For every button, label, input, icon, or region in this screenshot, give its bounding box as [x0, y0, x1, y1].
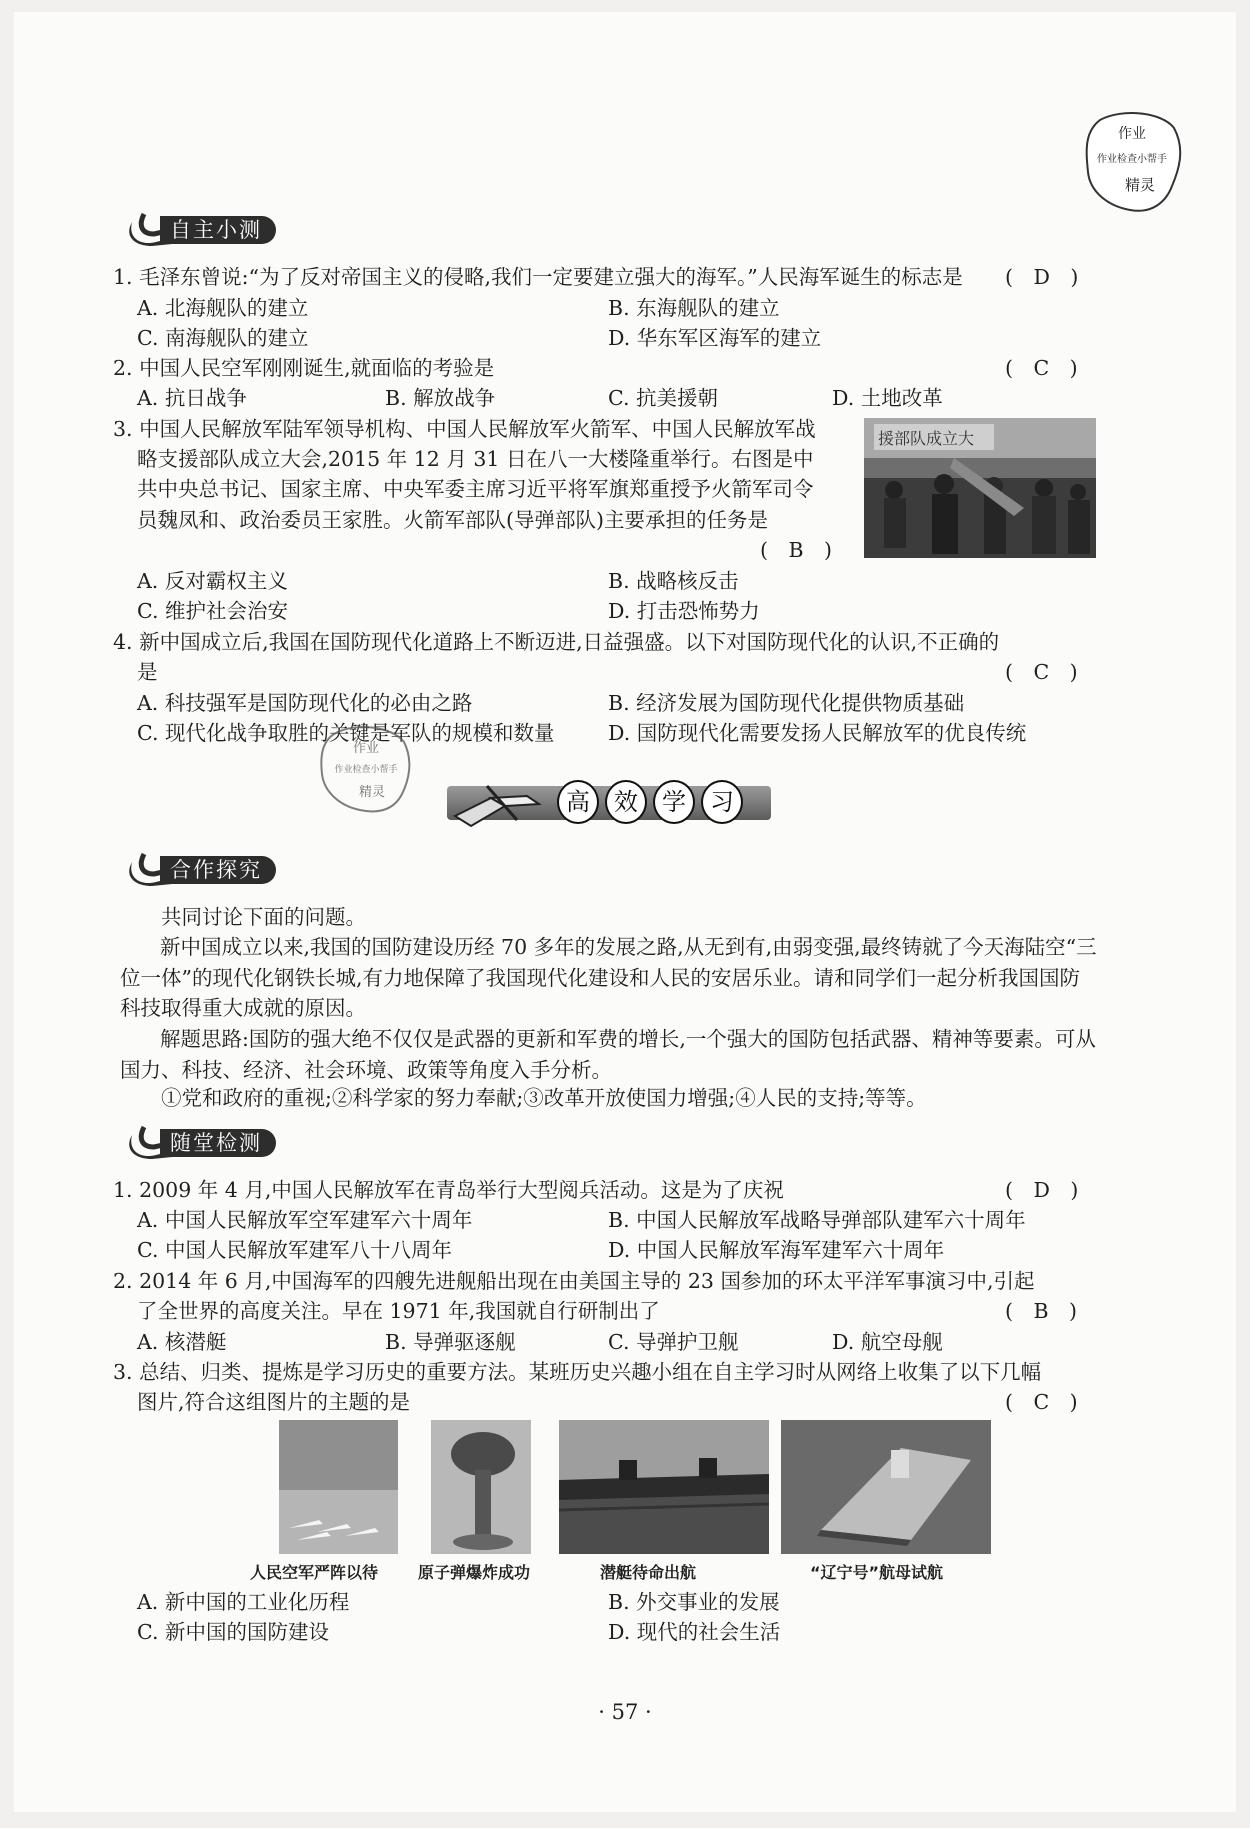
answer-mark: ( C )	[1005, 356, 1078, 380]
banner-char: 学	[653, 780, 695, 824]
question-stem: 1. 2009 年 4 月,中国人民解放军在青岛举行大型阅兵活动。这是为了庆祝	[113, 1178, 784, 1202]
option-a: A. 抗日战争	[137, 386, 247, 410]
section-banner	[447, 776, 771, 830]
question-stem: 员魏凤和、政治委员王家胜。火箭军部队(导弹部队)主要承担的任务是	[137, 508, 768, 532]
aircraft-carrier-photo	[781, 1420, 991, 1554]
atomic-bomb-photo	[431, 1420, 531, 1554]
option-d: D. 现代的社会生活	[608, 1620, 781, 1644]
option-c: C. 中国人民解放军建军八十八周年	[137, 1238, 452, 1262]
question-stem: 图片,符合这组图片的主题的是	[137, 1390, 411, 1414]
option-b: B. 东海舰队的建立	[608, 296, 780, 320]
stamp-top-text: 作业	[352, 741, 380, 756]
option-d: D. 打击恐怖势力	[608, 599, 760, 623]
question-stem: 2. 中国人民空军刚刚诞生,就面临的考验是	[113, 356, 495, 380]
stamp-middle-text: 作业检查小帮手	[334, 765, 398, 775]
question-stem: 1. 毛泽东曾说:“为了反对帝国主义的侵略,我们一定要建立强大的海军。”人民海军诞生的标志是	[113, 265, 963, 289]
photo-caption: 人民空军严阵以待	[250, 1563, 379, 1582]
stamp-middle-text: 作业检查小帮手	[1097, 154, 1167, 165]
book-icon	[447, 776, 547, 830]
option-b: B. 经济发展为国防现代化提供物质基础	[608, 691, 965, 715]
page-number: · 57 ·	[598, 1700, 652, 1724]
option-a: A. 科技强军是国防现代化的必由之路	[137, 691, 473, 715]
option-a: A. 反对霸权主义	[137, 569, 288, 593]
answer-mark: ( B )	[1005, 1299, 1078, 1323]
answer-mark: ( D )	[1005, 1178, 1079, 1202]
solution-paragraph: 解题思路:国防的强大绝不仅仅是武器的更新和军费的增长,一个强大的国防包括武器、精神等要素。可从国力、科技、经济、社会环境、政策等角度入手分析。	[120, 1027, 1096, 1082]
option-d: D. 华东军区海军的建立	[608, 326, 822, 350]
stamp-logo-small	[318, 722, 414, 814]
answer-mark: ( C )	[1005, 1390, 1078, 1414]
banner-char: 习	[701, 780, 743, 824]
section-title: 随堂检测	[160, 1129, 276, 1157]
discussion-intro: 共同讨论下面的问题。	[161, 905, 366, 929]
question-stem: 共中央总书记、国家主席、中央军委主席习近平将军旗郑重授予火箭军司令	[137, 477, 814, 501]
stamp-top-text: 作业	[1118, 126, 1146, 142]
photo-caption: 潜艇待命出航	[600, 1563, 697, 1582]
answer-points: ①党和政府的重视;②科学家的努力奉献;③改革开放使国力增强;④人民的支持;等等。	[161, 1086, 927, 1110]
option-d: D. 土地改革	[832, 386, 943, 410]
ceremony-photo	[864, 418, 1096, 558]
submarine-photo	[559, 1420, 769, 1554]
question-stem: 3. 总结、归类、提炼是学习历史的重要方法。某班历史兴趣小组在自主学习时从网络上收集了以下几幅	[113, 1360, 1042, 1384]
question-stem: 2. 2014 年 6 月,中国海军的四艘先进舰船出现在由美国主导的 23 国参加的环太平洋军事演习中,引起	[113, 1269, 1035, 1293]
air-force-photo	[279, 1420, 398, 1554]
option-c: C. 南海舰队的建立	[137, 326, 309, 350]
option-c: C. 维护社会治安	[137, 599, 288, 623]
answer-mark: ( C )	[1005, 660, 1078, 684]
photo-banner-text: 援部队成立大	[878, 429, 975, 448]
banner-char: 效	[605, 780, 647, 824]
option-b: B. 战略核反击	[608, 569, 739, 593]
option-b: B. 外交事业的发展	[608, 1590, 780, 1614]
option-c: C. 现代化战争取胜的关键是军队的规模和数量	[137, 721, 555, 745]
question-stem: 3. 中国人民解放军陆军领导机构、中国人民解放军火箭军、中国人民解放军战	[113, 417, 816, 441]
answer-mark: ( D )	[1005, 265, 1079, 289]
stamp-bottom-text: 精灵	[1124, 176, 1156, 194]
option-a: A. 北海舰队的建立	[137, 296, 309, 320]
option-c: C. 抗美援朝	[608, 386, 718, 410]
question-stem: 了全世界的高度关注。早在 1971 年,我国就自行研制出了	[137, 1299, 660, 1323]
option-d: D. 中国人民解放军海军建军六十周年	[608, 1238, 945, 1262]
photo-caption: “辽宁号”航母试航	[810, 1563, 944, 1582]
question-stem: 4. 新中国成立后,我国在国防现代化道路上不断迈进,日益强盛。以下对国防现代化的认识,不正确的	[113, 630, 1000, 654]
option-d: D. 国防现代化需要发扬人民解放军的优良传统	[608, 721, 1027, 745]
photo-caption: 原子弹爆炸成功	[418, 1563, 531, 1582]
option-c: C. 导弹护卫舰	[608, 1330, 739, 1354]
stamp-bottom-text: 精灵	[358, 785, 386, 800]
stamp-logo	[1082, 110, 1184, 216]
option-b: B. 导弹驱逐舰	[385, 1330, 516, 1354]
section-title: 合作探究	[160, 856, 276, 884]
question-stem: 略支援部队成立大会,2015 年 12 月 31 日在八一大楼隆重举行。右图是中	[137, 447, 814, 471]
option-a: A. 核潜艇	[137, 1330, 227, 1354]
question-stem: 是	[137, 660, 158, 684]
section-title: 自主小测	[160, 216, 276, 244]
option-c: C. 新中国的国防建设	[137, 1620, 329, 1644]
answer-mark: ( B )	[760, 538, 833, 562]
banner-char: 高	[557, 780, 599, 824]
option-b: B. 中国人民解放军战略导弹部队建军六十周年	[608, 1208, 1026, 1232]
option-a: A. 中国人民解放军空军建军六十周年	[137, 1208, 473, 1232]
option-a: A. 新中国的工业化历程	[137, 1590, 350, 1614]
option-b: B. 解放战争	[385, 386, 496, 410]
option-d: D. 航空母舰	[832, 1330, 943, 1354]
discussion-paragraph: 新中国成立以来,我国的国防建设历经 70 多年的发展之路,从无到有,由弱变强,最终铸就了今天海陆空“三位一体”的现代化钢铁长城,有力地保障了我国现代化建设和人民的安居乐业。请和同学们一起分析我国国防科技取得重大成就的原因。	[120, 935, 1097, 1020]
